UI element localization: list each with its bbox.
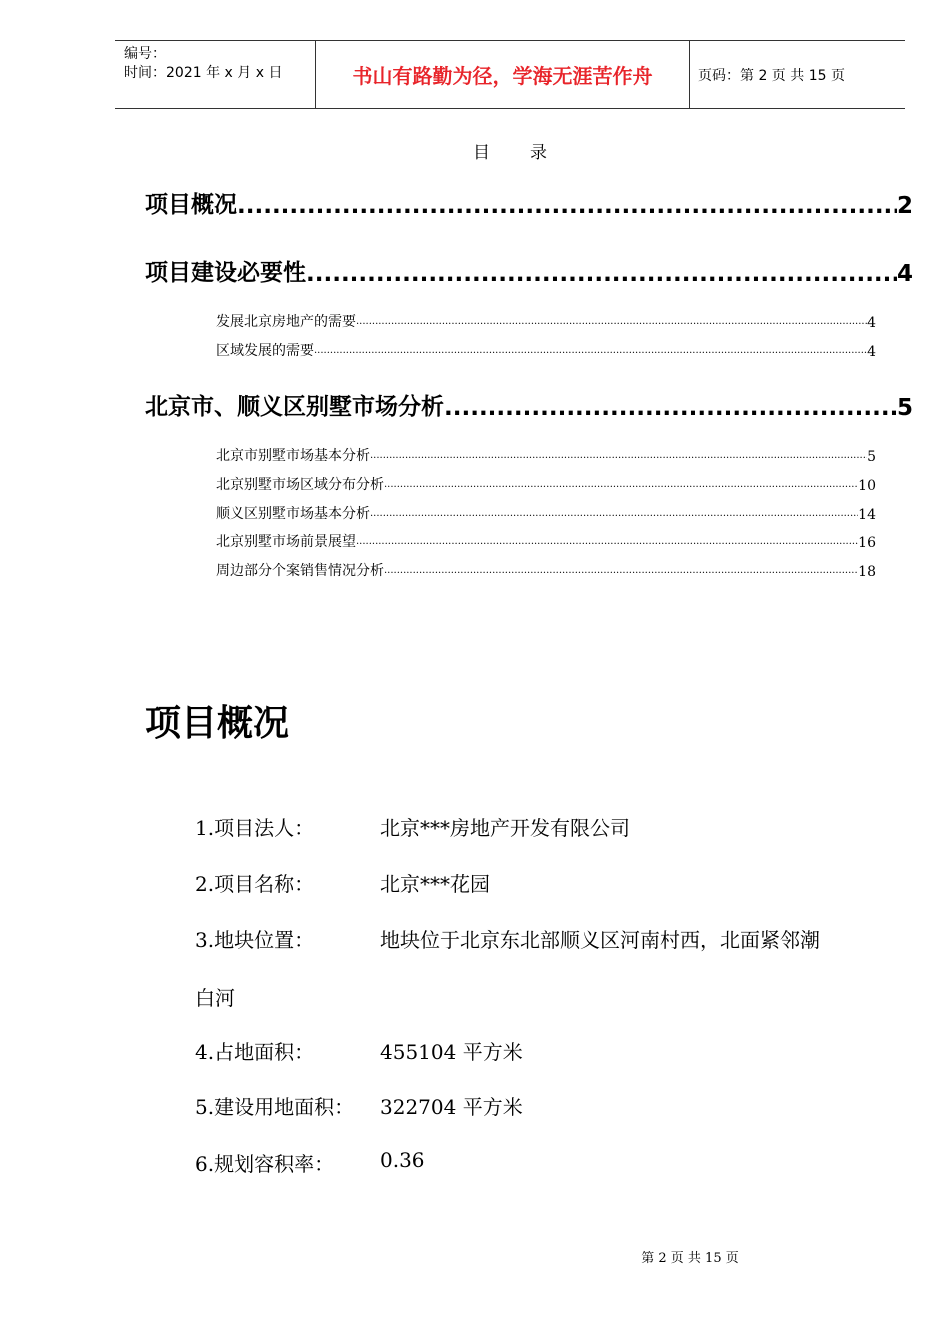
toc-entry-text: 北京市、顺义区别墅市场分析	[145, 394, 444, 420]
section-heading: 项目概况	[145, 703, 290, 744]
field-label: 5.建设用地面积：	[195, 1095, 355, 1119]
toc-entry-text: 周边部分个案销售情况分析	[216, 563, 384, 579]
field-value-continuation: 白河	[195, 986, 235, 1010]
field-value: 0.36	[380, 1148, 425, 1172]
toc-entry-text: 项目概况	[145, 192, 237, 218]
toc-entry-level2[interactable]	[216, 445, 876, 465]
field-value: 322704 平方米	[380, 1095, 523, 1119]
toc-entry-level2[interactable]	[216, 560, 876, 580]
header-divider	[689, 41, 690, 108]
toc-entry-text: 区域发展的需要	[216, 343, 314, 359]
toc-entry-text: 顺义区别墅市场基本分析	[216, 506, 370, 522]
toc-entry-level2[interactable]	[216, 503, 876, 523]
toc-entry-level1[interactable]	[145, 186, 913, 219]
toc-entry-text: 北京别墅市场区域分布分析	[216, 477, 384, 493]
toc-entry-text: 发展北京房地产的需要	[216, 314, 356, 330]
toc-entry-text: 北京市别墅市场基本分析	[216, 448, 370, 464]
date-label: 时间：2021 年 x 月 x 日	[124, 65, 283, 81]
toc-leader-dots	[370, 505, 858, 523]
toc-title-char: 目	[473, 143, 490, 163]
toc-leader-dots	[356, 533, 858, 551]
toc-entry-text: 项目建设必要性	[145, 260, 306, 286]
toc-entry-page: 4	[896, 261, 913, 287]
field-value: 455104 平方米	[380, 1040, 523, 1064]
serial-label: 编号：	[124, 46, 166, 62]
toc-entry-page: 14	[858, 507, 876, 523]
field-label: 3.地块位置：	[195, 928, 315, 952]
toc-title-char: 录	[530, 143, 547, 163]
toc-entry-page: 5	[896, 395, 913, 421]
page-header	[115, 40, 905, 109]
toc-leader-dots	[444, 395, 897, 421]
toc-entry-level2[interactable]	[216, 474, 876, 494]
toc-entry-level2[interactable]	[216, 311, 876, 331]
toc-leader-dots	[356, 313, 867, 331]
toc-entry-page: 2	[896, 193, 913, 219]
toc-title	[0, 138, 950, 163]
toc-entry-level1[interactable]	[145, 254, 913, 287]
field-label: 6.规划容积率：	[195, 1152, 335, 1176]
toc-leader-dots	[306, 261, 897, 287]
field-label: 1.项目法人：	[195, 816, 315, 840]
toc-entry-page: 4	[867, 344, 876, 360]
toc-leader-dots	[314, 342, 867, 360]
toc-leader-dots	[237, 193, 897, 219]
header-meta-cell	[115, 41, 315, 108]
field-label: 2.项目名称：	[195, 872, 315, 896]
toc-entry-level1[interactable]	[145, 388, 913, 421]
field-label: 4.占地面积：	[195, 1040, 315, 1064]
toc-entry-page: 5	[867, 449, 876, 465]
field-value: 地块位于北京东北部顺义区河南村西，北面紧邻潮	[380, 928, 820, 952]
toc-entry-level2[interactable]	[216, 340, 876, 360]
header-motto: 书山有路勤为径，学海无涯苦作舟	[352, 64, 653, 88]
toc-leader-dots	[384, 476, 858, 494]
toc-entry-text: 北京别墅市场前景展望	[216, 534, 356, 550]
toc-entry-page: 18	[858, 564, 876, 580]
toc-leader-dots	[384, 562, 858, 580]
toc-entry-page: 16	[858, 535, 876, 551]
field-value: 北京***花园	[380, 872, 490, 896]
field-value: 北京***房地产开发有限公司	[380, 816, 630, 840]
header-page-label: 页码：第 2 页 共 15 页	[698, 68, 845, 84]
toc-entry-page: 4	[867, 315, 876, 331]
toc-leader-dots	[370, 447, 867, 465]
page-footer: 第 2 页 共 15 页	[641, 1251, 739, 1266]
toc-entry-page: 10	[858, 478, 876, 494]
toc-entry-level2[interactable]	[216, 531, 876, 551]
